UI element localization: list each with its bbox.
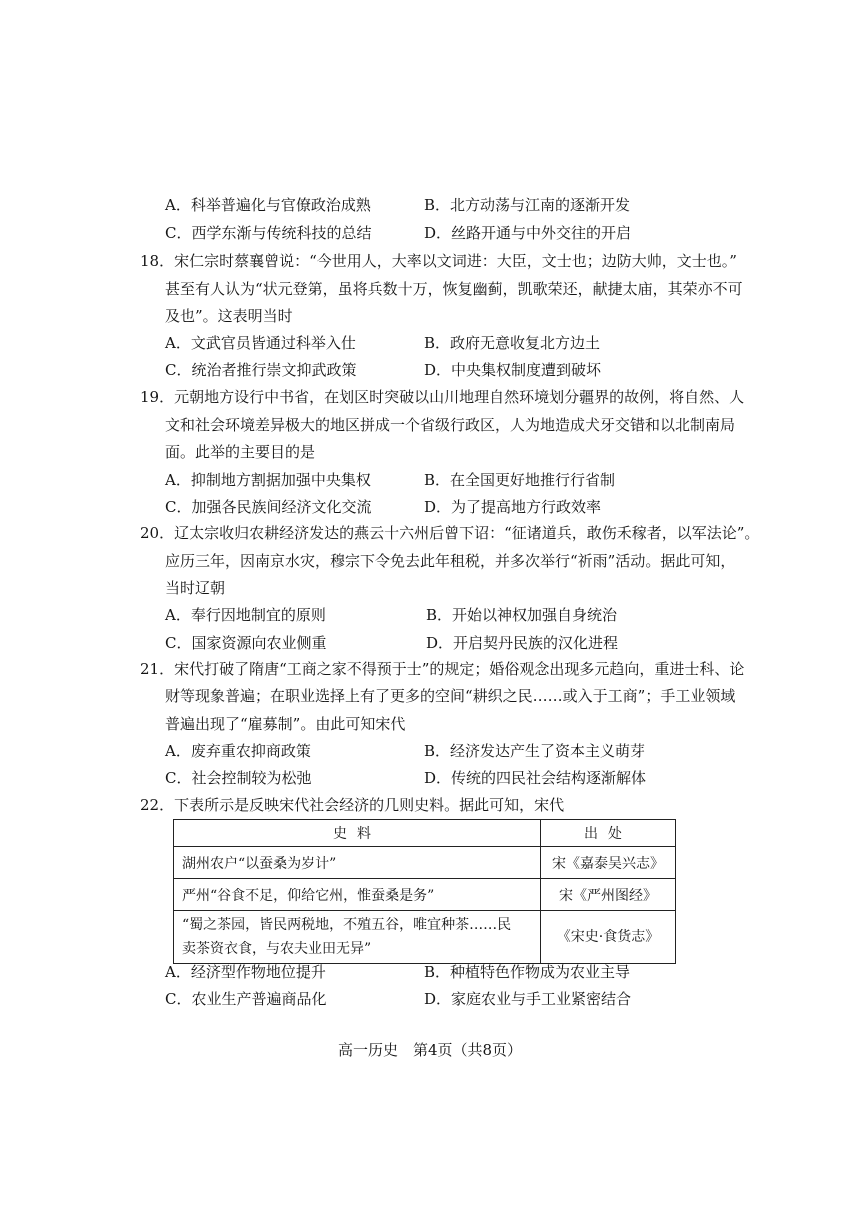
q19-stem-line: 面。此举的主要目的是: [165, 443, 316, 461]
q18-option-d: D．中央集权制度遭到破坏: [424, 361, 602, 379]
q20-stem-line: 当时辽朝: [165, 579, 226, 597]
q20-option-b: B．开始以神权加强自身统治: [426, 606, 618, 624]
q17-option-a: A．科举普遍化与官僚政治成熟: [165, 196, 371, 214]
q19-option-b: B．在全国更好地推行行省制: [424, 471, 616, 489]
table-row: [174, 879, 676, 911]
q18-option-a: A．文武官员皆通过科举入仕: [165, 334, 356, 352]
q18-option-b: B．政府无意收复北方边土: [424, 334, 601, 352]
table-cell-text: 严州“谷食不足，仰给它州，惟蚕桑是务”: [174, 879, 541, 911]
q20-option-a: A．奉行因地制宜的原则: [165, 606, 326, 624]
table-cell-source: 宋《严州图经》: [541, 879, 676, 911]
table-header-source: 出处: [541, 820, 676, 847]
q22-option-b: B．种植特色作物成为农业主导: [424, 963, 631, 981]
q19-stem-line: 文和社会环境差异极大的地区拼成一个省级行政区，人为地造成犬牙交错和以北制南局: [165, 416, 736, 434]
table-header-row: [174, 820, 676, 847]
q21-stem-line: 21．宋代打破了隋唐“工商之家不得预于士”的规定；婚俗观念出现多元趋向，重进士科、论: [140, 660, 745, 678]
q21-option-a: A．废弃重农抑商政策: [165, 742, 311, 760]
q19-option-d: D．为了提高地方行政效率: [424, 498, 602, 516]
table-cell-text: [174, 911, 541, 964]
q20-stem-line: 应历三年，因南京水灾，穆宗下令免去此年租税，并多次举行“祈雨”活动。据此可知，: [165, 552, 736, 570]
q20-option-c: C．国家资源向农业侧重: [165, 634, 327, 652]
table-cell-line: “蜀之茶园，皆民两税地，不殖五谷，唯宜种茶……民: [182, 917, 512, 933]
q17-option-b: B．北方动荡与江南的逐渐开发: [424, 196, 631, 214]
table-row: [174, 847, 676, 879]
q22-option-a: A．经济型作物地位提升: [165, 963, 326, 981]
table-header-text: 史料: [174, 820, 541, 847]
q21-option-d: D．传统的四民社会结构逐渐解体: [424, 769, 647, 787]
q17-option-d: D．丝路开通与中外交往的开启: [424, 224, 632, 242]
q18-option-c: C．统治者推行崇文抑武政策: [165, 361, 357, 379]
q21-stem-line: 财等现象普遍；在职业选择上有了更多的空间“耕织之民……或入于工商”；手工业领域: [165, 687, 736, 705]
q21-option-b: B．经济发达产生了资本主义萌芽: [424, 742, 646, 760]
q18-stem-line: 甚至有人认为“状元登第，虽将兵数十万，恢复幽蓟，凯歌荣还，献捷太庙，其荣亦不可: [165, 280, 743, 298]
table-cell-text: 湖州农户“以蚕桑为岁计”: [174, 847, 541, 879]
page-footer: 高一历史 第4页（共8页）: [337, 1041, 523, 1059]
table-cell-source: 《宋史·食货志》: [541, 911, 676, 964]
q21-stem-line: 普遍出现了“雇募制”。由此可知宋代: [165, 715, 406, 733]
q19-stem-line: 19．元朝地方设行中书省，在划区时突破以山川地理自然环境划分疆界的故例，将自然、人: [140, 388, 745, 406]
q20-stem-line: 20．辽太宗收归农耕经济发达的燕云十六州后曾下诏：“征诸道兵，敢伤禾稼者，以军法论”。: [140, 524, 760, 542]
q19-option-a: A．抑制地方割据加强中央集权: [165, 471, 371, 489]
q18-stem-line: 及也”。这表明当时: [165, 307, 293, 325]
q22-option-d: D．家庭农业与手工业紧密结合: [424, 990, 632, 1008]
table-cell-line: 卖茶资衣食，与农夫业田无异”: [182, 941, 372, 957]
q20-option-d: D．开启契丹民族的汉化进程: [426, 634, 619, 652]
table-row: [174, 911, 676, 964]
source-table: [173, 819, 676, 964]
table-cell-source: 宋《嘉泰吴兴志》: [541, 847, 676, 879]
q19-option-c: C．加强各民族间经济文化交流: [165, 498, 372, 516]
q22-stem-line: 22．下表所示是反映宋代社会经济的几则史料。据此可知，宋代: [140, 796, 565, 814]
q22-option-c: C．农业生产普遍商品化: [165, 990, 327, 1008]
q21-option-c: C．社会控制较为松弛: [165, 769, 312, 787]
q17-option-c: C．西学东渐与传统科技的总结: [165, 224, 372, 242]
q18-stem-line: 18．宋仁宗时蔡襄曾说：“今世用人，大率以文词进：大臣，文士也；边防大帅，文士也。”: [140, 252, 737, 270]
